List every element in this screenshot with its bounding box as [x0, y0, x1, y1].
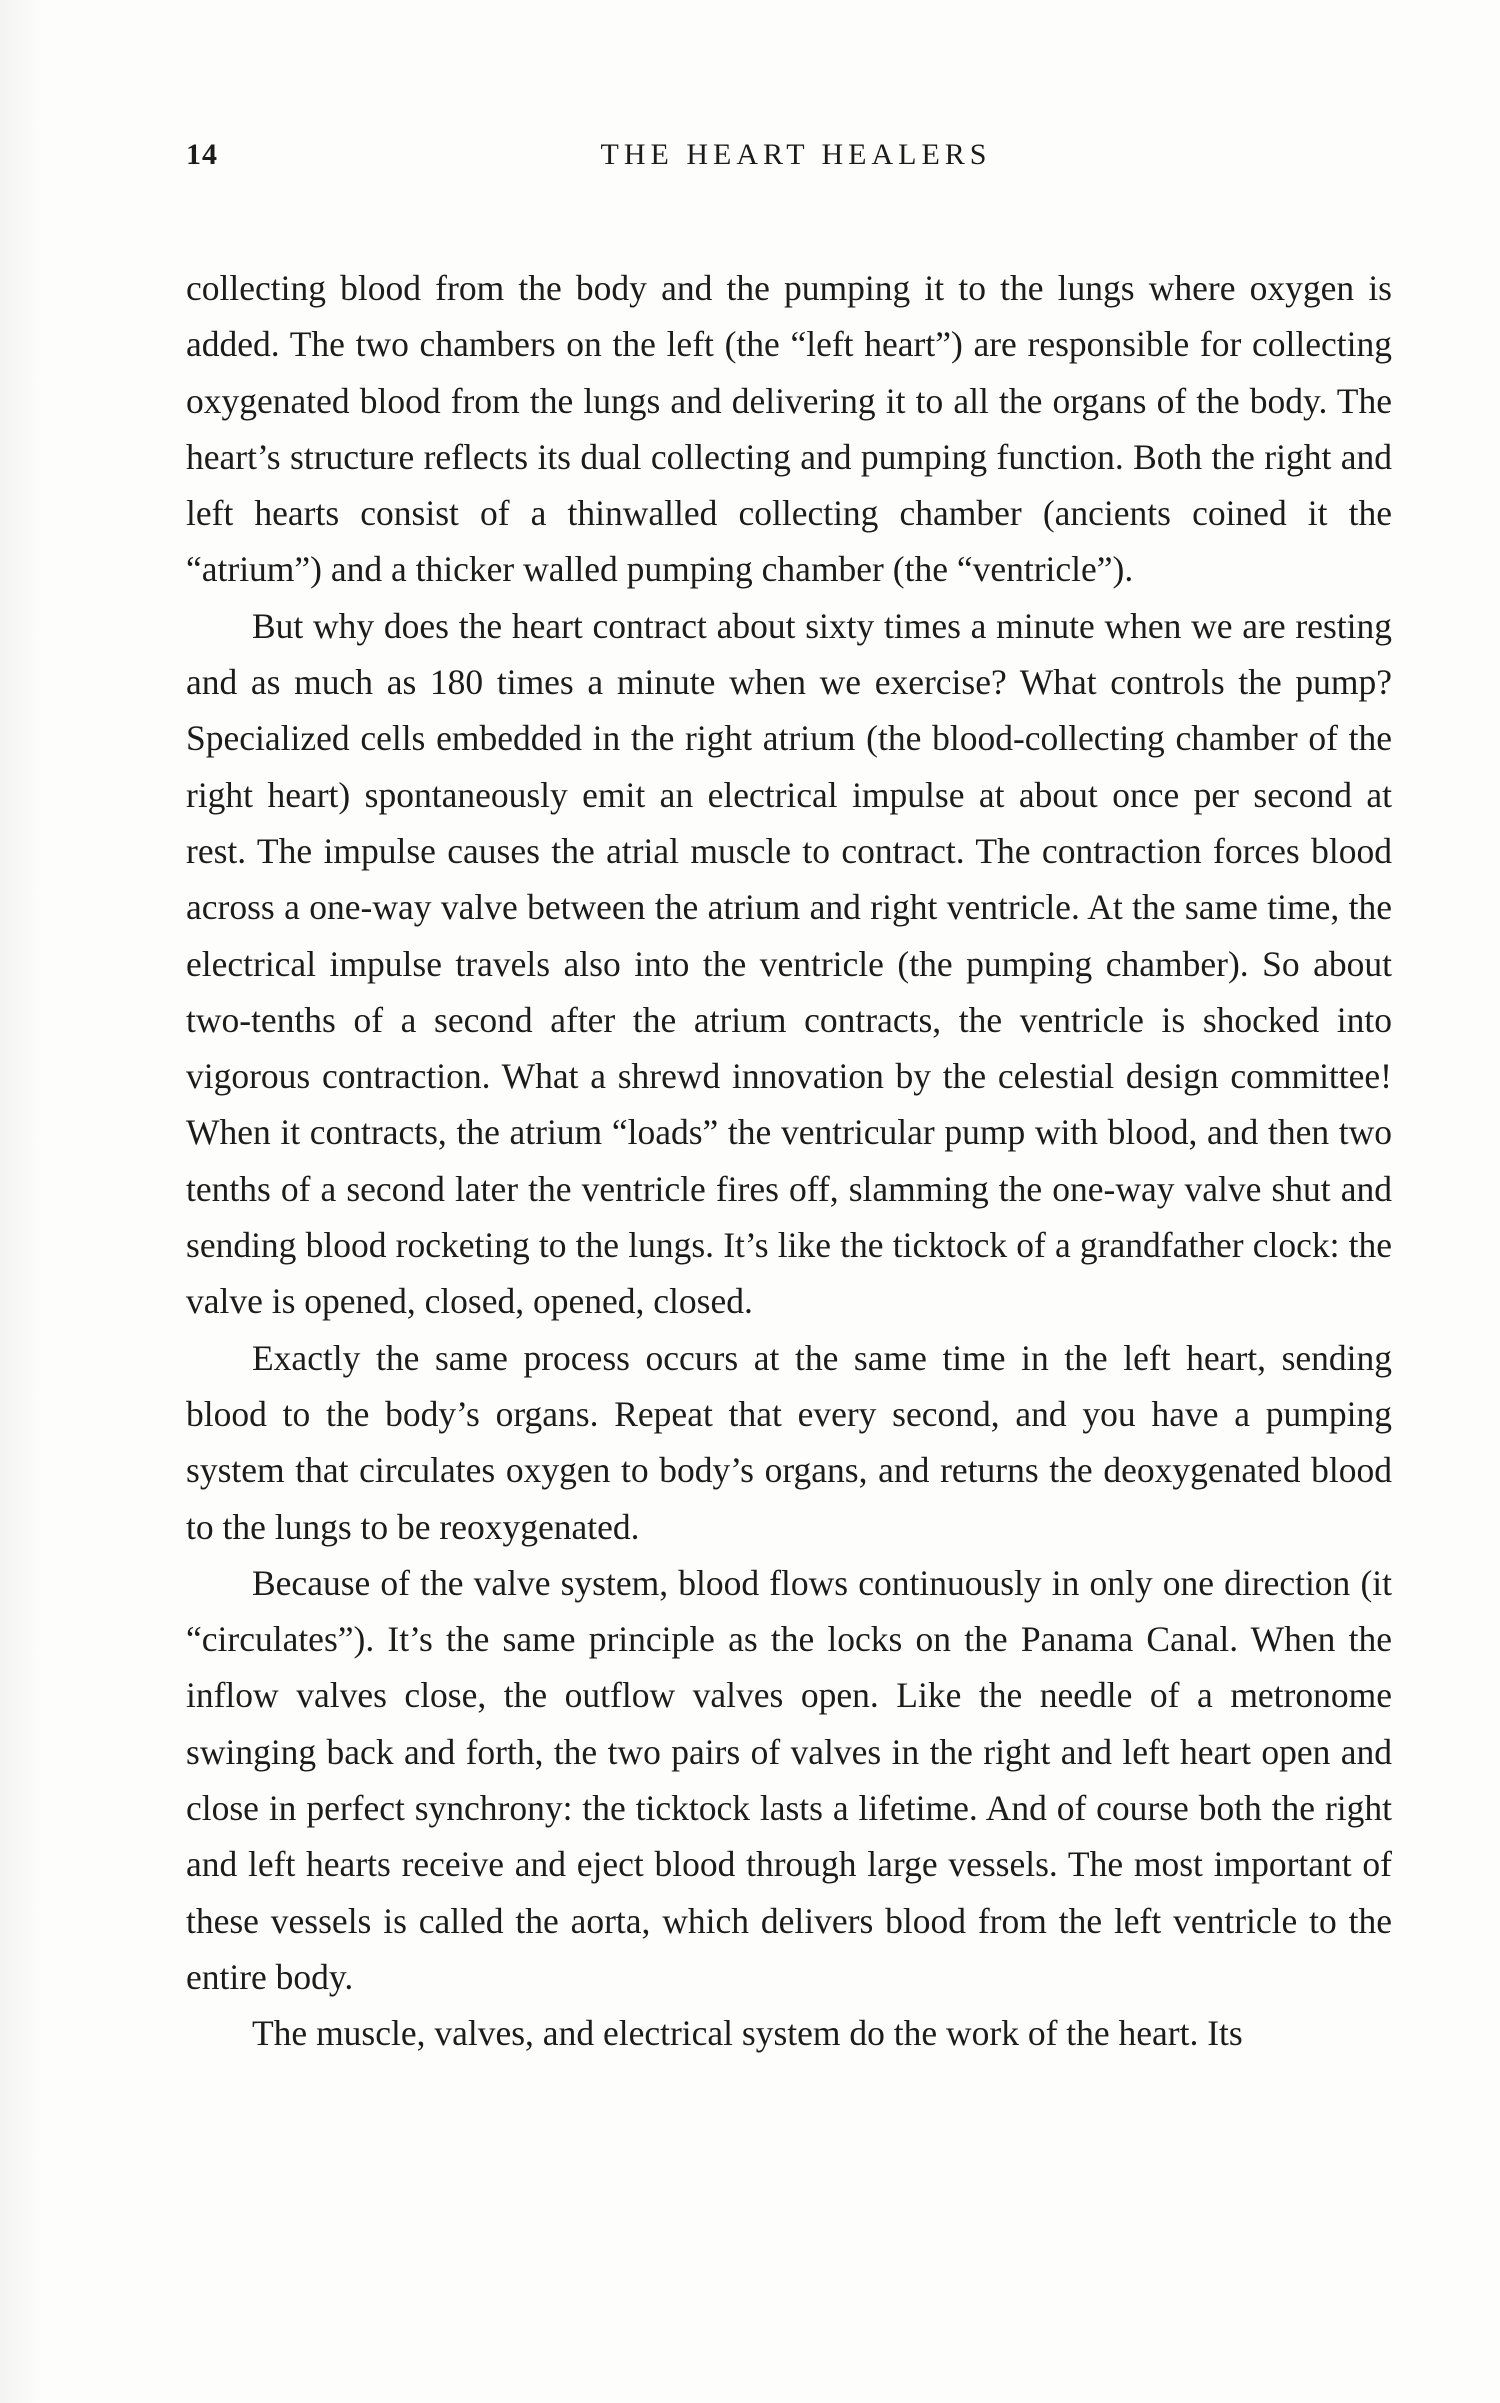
page-number: 14 — [186, 138, 218, 171]
body-text — [186, 260, 1392, 2062]
paragraph: Exactly the same process occurs at the same time in the left heart, sending blood to the body’s organs. Repeat that every second, and you have a pumping system that circulates oxygen to body’s organs, and returns the deoxygenated blood to the lungs to be reoxygenated. — [186, 1337, 1392, 1547]
page-edge-shadow — [0, 0, 40, 2403]
paragraph: Because of the valve system, blood flows continuously in only one direction (it “circulates”). It’s the same principle as the locks on the Panama Canal. When the inflow valves close, the outflow valves open. Like the needle of a metronome swinging back and forth, the two pairs of valves in the right and left heart open and close in perfect synchrony: the ticktock lasts a lifetime. And of course both the right and left hearts receive and eject blood through large vessels. The most important of these vessels is called the aorta, which delivers blood from the left ventricle to the entire body. — [186, 1562, 1392, 1997]
paragraph-continued: collecting blood from the body and the pumping it to the lungs where oxygen is added. The two chambers on the left (the “left heart”) are responsible for collecting oxygenated blood from the lungs and delivering it to all the organs of the body. The heart’s structure reflects its dual collecting and pumping function. Both the right and left hearts consist of a thinwalled collecting chamber (ancients coined it the “atrium”) and a thicker walled pumping chamber (the “ventricle”). — [186, 268, 1392, 590]
paragraph-last: The muscle, valves, and electrical system do the work of the heart. Its — [252, 2013, 1243, 2054]
running-title: THE HEART HEALERS — [600, 138, 992, 171]
running-head — [186, 138, 1392, 188]
paragraph: But why does the heart contract about sixty times a minute when we are resting and as much as 180 times a minute when we exercise? What controls the pump? Specialized cells embedded in the right atrium (the blood-collecting chamber of the right heart) spontaneously emit an electrical impulse at about once per second at rest. The impulse causes the atrial muscle to contract. The contraction forces blood across a one-way valve between the atrium and right ventricle. At the same time, the electrical impulse travels also into the ventricle (the pumping chamber). So about two-tenths of a second after the atrium contracts, the ventricle is shocked into vigorous contraction. What a shrewd innovation by the celestial design committee! When it contracts, the atrium “loads” the ventricular pump with blood, and then two tenths of a second later the ventricle fires off, slamming the one-way valve shut and sending blood rocketing to the lungs. It’s like the ticktock of a grandfather clock: the valve is opened, closed, opened, closed. — [186, 605, 1392, 1322]
